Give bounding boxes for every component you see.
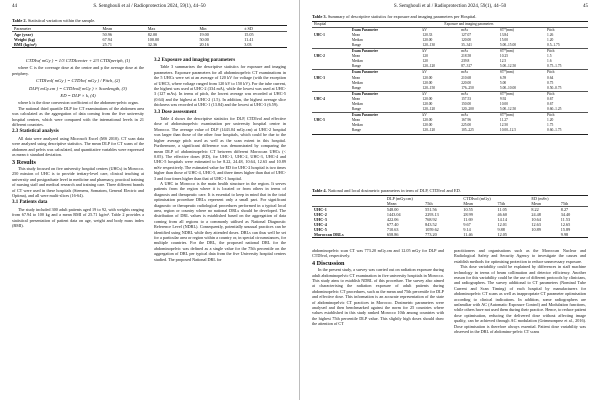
- table-cell: Exam Parameter: [351, 91, 379, 96]
- table-cell: 120.00: [422, 102, 433, 106]
- table-cell: 1.26: [547, 32, 554, 37]
- table-cell: Exam Parameter: [351, 70, 379, 75]
- table-cell: 0.67: [547, 96, 554, 101]
- table-cell: Mean: [351, 75, 360, 80]
- right-page: [300, 0, 600, 400]
- table-header-row: Parameter Mean Max Min ± SD: [12, 25, 287, 31]
- table-cell: Pitch: [547, 27, 555, 32]
- table-cell: mAs: [461, 70, 468, 75]
- table-cell: kV: [422, 113, 427, 118]
- table-cell: Range: [351, 64, 361, 69]
- table-cell: UHC-3: [314, 216, 327, 222]
- table4-block: [312, 188, 588, 238]
- table-cell: 210.68: [461, 75, 472, 80]
- paragraph: This study focused on five university hospital centres (UHCs) in Morocco. 250 mission of UHC is to provide tertiary-level care, clinical teaching at university and postgraduate level in medicine and pharmacy, practical training of nursing staff and medical research and training care. Three different brands of CT were used in these hospitals (Siemens, Somatom, General Electric and Optima), and all were multi-slices (16-64).: [12, 165, 144, 198]
- paragraph: The national third quartile DLP for CT examinations of the abdomen area was calculated as the aggregation of data coming from the five university hospital centres, which were compared with the international levels in 21 different countries.: [12, 105, 144, 128]
- table-cell: 239.8: [461, 59, 470, 64]
- table-cell: 120.00: [422, 80, 433, 85]
- table-cell: 15.00: [499, 37, 508, 42]
- table-cell: ST*(mm): [499, 91, 514, 96]
- table-cell: Median: [351, 59, 363, 64]
- table-cell: 1443.04: [386, 211, 401, 217]
- table-cell: kV: [422, 70, 427, 75]
- table-row: [312, 232, 588, 238]
- table-cell: 9.88: [497, 227, 505, 233]
- table-cell: 218.58: [461, 54, 472, 59]
- table-cell: Mean: [351, 118, 360, 123]
- left-page-column-2: [154, 56, 286, 262]
- table-cell: 0.75–1.75: [547, 64, 562, 69]
- hospital-name: [312, 128, 350, 134]
- table-cell: ST*(mm): [499, 27, 514, 32]
- table2: [12, 25, 287, 48]
- table-cell: 1059.62: [425, 227, 439, 233]
- table-cell: 120–120: [422, 107, 436, 112]
- table-cell: 5.00–12.50: [499, 64, 517, 69]
- table-cell: 8.22: [531, 206, 539, 212]
- paragraph: In the present study, a survey was carried out on radiation exposure during adult abdominopelvic CT examination in five university hospitals in Morocco. This study aims to establish NDRL of this procedure. The survey also aimed at characterising the radiation exposure of adult patients during abdominopelvic CT procedures, such as the mean and 75th percentile for DLP and effective dose. This information is an accurate representation of the state of abdominopelvic CT practices in Morocco. Dosimetric parameters were analysed and then benchmarked against the norm for 25 countries where values established in this study ranked Morocco 10th among countries with the highest 75th percentile DLP value. This slightly high doses should draw the attention of CT: [312, 267, 444, 327]
- table-cell: UHC-5: [314, 227, 327, 233]
- table-cell: 9.98: [560, 232, 569, 238]
- table-cell: 548.00: [386, 206, 399, 212]
- page-number: 45: [583, 4, 588, 9]
- table-cell: 422.06: [386, 216, 399, 222]
- table-cell: kV: [422, 91, 427, 96]
- table-cell: Range: [351, 128, 361, 133]
- table-cell: 220.00: [461, 80, 472, 85]
- table-cell: ST*(mm): [499, 70, 514, 75]
- table-cell: 150.00: [461, 102, 472, 106]
- table-cell: 11.69: [463, 216, 473, 222]
- table-cell: Median: [351, 123, 363, 128]
- journal-header: S. Semghouli et al / Radioprotection 2024, 59(1), 44–50: [393, 4, 507, 9]
- table-cell: 0.67: [547, 102, 554, 106]
- table-cell: 176–250: [461, 85, 474, 90]
- table-cell: 9.14: [463, 227, 471, 233]
- table-cell: 35–341: [461, 42, 472, 47]
- table-cell: 2293.13: [425, 211, 439, 217]
- table-cell: ST*(mm): [499, 49, 514, 54]
- table-subheader-row: Mean 75th Mean 75th Mean 75th: [312, 201, 588, 207]
- table-cell: 120–120: [422, 128, 436, 133]
- table-cell: 0.64: [547, 75, 554, 80]
- table-cell: 105–225: [461, 128, 474, 133]
- table-cell: 10.89: [531, 227, 541, 233]
- table-cell: 0.75: [547, 80, 554, 85]
- paragraph: This dose variability could be explained by differences in staff machine technology in terms of beam collimation and detector efficiency. Another reason for this variability could be the use of different protocols by clinicians, and radiographers. The survey additional to CT parameters (Nominal Tube Current and Scan Timing) of each hospital by manufacturers for abdominopelvic CT scans as well as inappropriate CT parameter optimisation according to clinical indications. In addition, some radiographers are unfamiliar with AC (Automatic Exposure Control) and Modulation functions, while others have not used them during their practice. Hence, to reduce patient dose optimisation, reducing the delivered dose without affecting image quality, can be achieved through AC modulation (Grimmonprez et al., 2016). Dose optimisation is therefore always essential. Patient dose variability was observed in the DRL of abdomino-pelvic CT scans: [454, 264, 586, 335]
- table-cell: 120–130: [422, 42, 436, 47]
- table-row: BMI (kg/m²) 25.71 32.36 20.16 3.03: [12, 42, 287, 48]
- table-cell: 14.14: [497, 216, 507, 222]
- section-heading: 4 Discussion: [312, 259, 345, 267]
- table-cell: 10.25: [499, 54, 508, 59]
- table-cell: Range: [351, 85, 361, 90]
- section-heading: 2.3 Statistical analysis: [12, 129, 59, 135]
- table4-caption: Table 4. National and local dosimetric parameters in term of DLP, CTDIvol and ED.: [312, 188, 461, 193]
- paragraph: The study included 300 adult patients aged 19 to 92, with weights ranging from 67.94 to 100 kg and a mean BMI of 25.71 kg/m². Table 2 provides a statistical presentation of patient data on age, weight and body mass index (BMI).: [12, 206, 144, 228]
- table-cell: 12.65: [560, 222, 571, 228]
- table-cell: 11.53: [560, 216, 571, 222]
- table-cell: 8.27: [560, 206, 569, 212]
- table-cell: Median: [351, 37, 363, 42]
- table-cell: 167.96: [461, 118, 472, 123]
- table-cell: 1.20: [547, 118, 554, 123]
- table-cell: 1.20: [547, 37, 554, 42]
- hospital-name: UHC-4: [314, 96, 325, 101]
- table-cell: 10.55: [463, 206, 473, 212]
- table-cell: 120.00: [422, 75, 433, 80]
- hospital-name: UHC-1: [314, 32, 325, 37]
- table-cell: 658.86: [386, 232, 399, 238]
- table-header-row: Hospital Exposure and imaging parameters: [312, 21, 588, 27]
- table-cell: Median: [351, 80, 363, 85]
- table-cell: 120: [422, 54, 428, 59]
- equation-1: CTDIw( mGy ) = 1/3 CTDIcenter + 2/3 CTDIperiph, (1): [25, 58, 131, 63]
- running-header: [312, 4, 588, 12]
- table-row: [312, 128, 588, 134]
- table2-block: [12, 18, 287, 48]
- hospital-name: UHC-3: [314, 75, 325, 80]
- table-cell: 12.01: [497, 222, 507, 228]
- table-cell: 773.20: [425, 232, 437, 238]
- table-cell: 9.67: [463, 222, 471, 228]
- table-cell: 120–120: [422, 64, 436, 69]
- table-cell: Exam Parameter: [351, 49, 379, 54]
- table-cell: Mean: [351, 54, 360, 59]
- table-cell: 28.99: [463, 211, 473, 217]
- table-cell: 15.89: [560, 227, 571, 233]
- table-cell: 24.48: [531, 211, 541, 217]
- table-cell: 34.40: [560, 211, 571, 217]
- table-cell: 0.5–1.75: [547, 42, 560, 47]
- table-cell: 6.59: [499, 75, 507, 80]
- table-cell: ST*(mm): [499, 113, 514, 118]
- table-cell: Range: [351, 42, 361, 47]
- table-cell: 12.5: [499, 59, 507, 64]
- table3-caption: Table 3. Summary of descriptive statistics for exposure and imaging parameters per Hospital.: [312, 14, 477, 19]
- table-cell: 157.53: [461, 96, 472, 101]
- table-cell: 0.60–1.75: [547, 128, 562, 133]
- table-cell: mAs: [461, 91, 468, 96]
- table-cell: 225.00: [461, 123, 472, 128]
- table-cell: Mean: [351, 32, 360, 37]
- section-heading: 3.1 Patients data: [12, 200, 48, 206]
- table-row: Weight (kg) 67.94 100.00 50.00 11.41: [14, 36, 254, 42]
- table-cell: 1.75: [547, 123, 554, 128]
- table-cell: 5.00–12.50: [499, 107, 517, 112]
- journal-header: S. Semghouli et al / Radioprotection 2024, 59(1), 44–50: [93, 4, 206, 9]
- table-cell: 10.00–12.5: [499, 128, 517, 133]
- table-cell: 46.60: [497, 211, 507, 217]
- table-cell: Median: [351, 102, 363, 106]
- table-cell: Pitch: [547, 49, 555, 54]
- table-cell: 13.84: [499, 32, 508, 37]
- table-header-row: DLP (mGy.cm) CTDIvol (mGy) ED (mSv): [312, 195, 588, 201]
- table-cell: 843.52: [425, 222, 437, 228]
- table-cell: 120–200: [461, 107, 474, 112]
- table-cell: 5.00: [499, 80, 507, 85]
- table-cell: 120.00: [422, 123, 433, 128]
- running-header: [12, 4, 287, 12]
- table-cell: 120.00: [422, 96, 433, 101]
- section-heading: 3.2 Exposure and imaging parameters: [154, 58, 236, 63]
- hospital-name: UHC-2: [314, 54, 325, 59]
- table-cell: 12.63: [531, 222, 541, 228]
- table-cell: mAs: [461, 49, 468, 54]
- table-cell: 11.46: [463, 232, 473, 238]
- table-cell: kV: [422, 27, 427, 32]
- table-cell: 120.33: [422, 32, 433, 37]
- table3-block: [312, 14, 588, 135]
- table-cell: Pitch: [547, 70, 555, 75]
- paragraph: Table 3 summarises the descriptive statistics for exposure and imaging parameters. Exposure parameters for all abdominopelvic CT examinations in the 5 UHCs were set at an average of 120 kV for voltage (with the exception of UHC3, where voltage ranged from 120 kV to 150 kV). For the tube current, the highest was used at UHC-2 (334 mA), while the lowest was used at UHC-3 (127 mAs). In terms of pitch, the lowest average was recorded at UHC-5 (0.64) and the highest at UHC-2 (1.5). In addition, the highest average slice thickness was recorded at UHC-1 (13.84) and the lowest at UHC-3 (6.59).: [154, 64, 286, 108]
- table-cell: 5.00–10.00: [499, 85, 517, 90]
- paragraph: All data were analyzed using Microsoft Excel (MS 2010). CT scan data were analyzed using descriptive statistics. The mean DLP for CT scans of the abdomen and pelvis was calculated, and quantitative variables were expressed as mean ± standard deviation.: [12, 135, 144, 158]
- hospital-name: UHC-5: [314, 118, 325, 123]
- table-cell: 127.07: [461, 32, 472, 37]
- paragraph: where k is the dose conversion coefficient of the abdomen-pelvic organ.: [18, 100, 139, 106]
- table-row: Age (year) 50.96 82.00 19.00 15.05: [14, 31, 254, 37]
- table-cell: 120.00: [461, 37, 472, 42]
- table-cell: 87–317: [461, 64, 472, 69]
- table-cell: 1.6: [547, 59, 552, 64]
- table-cell: 12.05: [497, 232, 507, 238]
- table-cell: 9.92: [499, 96, 507, 101]
- equation-2: CTDIvol( mGy ) = CTDIw( mGy ) / Pitch, (2): [36, 78, 120, 84]
- section-heading: 3 Results: [12, 158, 36, 166]
- paragraph: Table 4 shows the descriptive statistics for DLP, CTDIvol and effective dose of abdominopelvic examination per university hospital centre in Morocco. The average value of DLP (1443.04 mGy.cm) at UHC-2 hospital was larger than those of the other four hospitals, which could be due to the higher average pitch used as well as the scan extent in this hospital. Furthermore, a significant difference was demonstrated by comparing the mean DLP of abdominopelvic CT between different Moroccan UHCs (< 0.05). The effective doses (ED), for UHC-1, UHC-2, UHC-3, UHC-4 and UHC-5 hospitals were estimated to be 8.22, 24.48, 10.64, 12.63 and 10.89 mSv respectively. The estimated value for ED for UHC-2 hospital is two times higher than those of UHC-4, UHC-5, and three times higher than that of UHC-3 and four times higher than that of UHC-1 hospital.: [154, 116, 286, 181]
- paragraph: practitioners and organisations such as the Moroccan Nuclear and Radiological Safety and Security Agency to investigate the causes and establish methods for optimising protection to reduce unnecessary exposure.: [454, 248, 586, 264]
- table-cell: 11.05: [497, 206, 507, 212]
- table-cell: 120–150: [422, 85, 436, 90]
- table-cell: UHC-2: [314, 211, 327, 217]
- table3: [312, 21, 588, 135]
- table-cell: Pitch: [547, 91, 555, 96]
- equation-3: DLP( mGy.cm ) = CTDIvol( mGy ) × Scanlength, (3): [29, 85, 127, 91]
- table-cell: 10.64: [531, 216, 541, 222]
- table-cell: Exam Parameter: [351, 27, 379, 32]
- section-heading: 3.3 Dose assessment: [154, 109, 197, 115]
- table-cell: 120.00: [422, 118, 433, 123]
- paragraph: abdominopelvic scan CT was 773.20 mGy.cm and 12.05 mGy for DLP and CTDIvol, respectively.: [312, 248, 444, 259]
- table-cell: Pitch: [547, 113, 555, 118]
- table2-caption: Table 2. Statistical variation within the sample.: [12, 18, 96, 23]
- table-cell: [529, 232, 558, 238]
- table-cell: 0.50–0.75: [547, 85, 562, 90]
- page-number: 44: [12, 4, 17, 9]
- table-cell: 0.60–1.25: [547, 107, 562, 112]
- table-cell: Exam Parameter: [351, 113, 379, 118]
- table-cell: 551.56: [425, 206, 437, 212]
- table-cell: 120: [422, 59, 428, 64]
- table4: [312, 195, 588, 239]
- table-cell: 677.40: [386, 222, 399, 228]
- table-cell: UHC-1: [314, 206, 327, 212]
- table-cell: kV: [422, 49, 427, 54]
- table-cell: 120.00: [422, 37, 433, 42]
- table-cell: 12.50: [499, 123, 508, 128]
- table-cell: Mean: [351, 96, 360, 101]
- equation-4: ED = DLP × k, (4): [60, 93, 96, 99]
- table-cell: Range: [351, 107, 361, 112]
- table-cell: 710.63: [386, 227, 399, 233]
- table-cell: 11.27: [499, 118, 508, 123]
- table-cell: mAs: [461, 113, 468, 118]
- table-cell: 5.00–15.00: [499, 42, 517, 47]
- paragraph: A UHC in Morocco is the main health structure in the region. It serves patients from the region where it is located or from others in terms of diagnosis and therapeutic care. It is essential to keep in mind that in the total optimisation procedure DRLs represent only a small part. For significant diagnostic or therapeutic radiological procedures performed in a typical local area, region or country where no national DRLs should be developed. The distribution of DRL values is established based on the aggregation of data coming from all regions to a commonly utilised as National Diagnostic Reference Level (NDRL). Consequently, potentially unusual practices can be identified using NDRL while they attended doses. DRLs can thus well be set for a particular area or region within a country or, in special circumstances, for multiple countries. For the DRL, the proposed national DRL for the abdominopelvic was defined as a single value for the 75th percentile on the aggregation of DRL per typical data from the five University hospital centers studied. The proposed National DRL for: [154, 180, 286, 262]
- table-cell: 10.00: [499, 102, 508, 106]
- left-page-column-1: [12, 56, 144, 228]
- table-cell: UHC-4: [314, 222, 327, 228]
- table-cell: 1.5: [547, 54, 552, 59]
- right-page-column-1: [312, 248, 444, 327]
- table-cell: mAs: [461, 27, 468, 32]
- paragraph: where C is the coverage dose at the centre and p the average dose at the periphery.: [12, 65, 144, 76]
- table-cell: Moroccan DRLs: [314, 232, 344, 238]
- right-page-column-2: [454, 248, 586, 335]
- table-cell: 768.92: [425, 216, 437, 222]
